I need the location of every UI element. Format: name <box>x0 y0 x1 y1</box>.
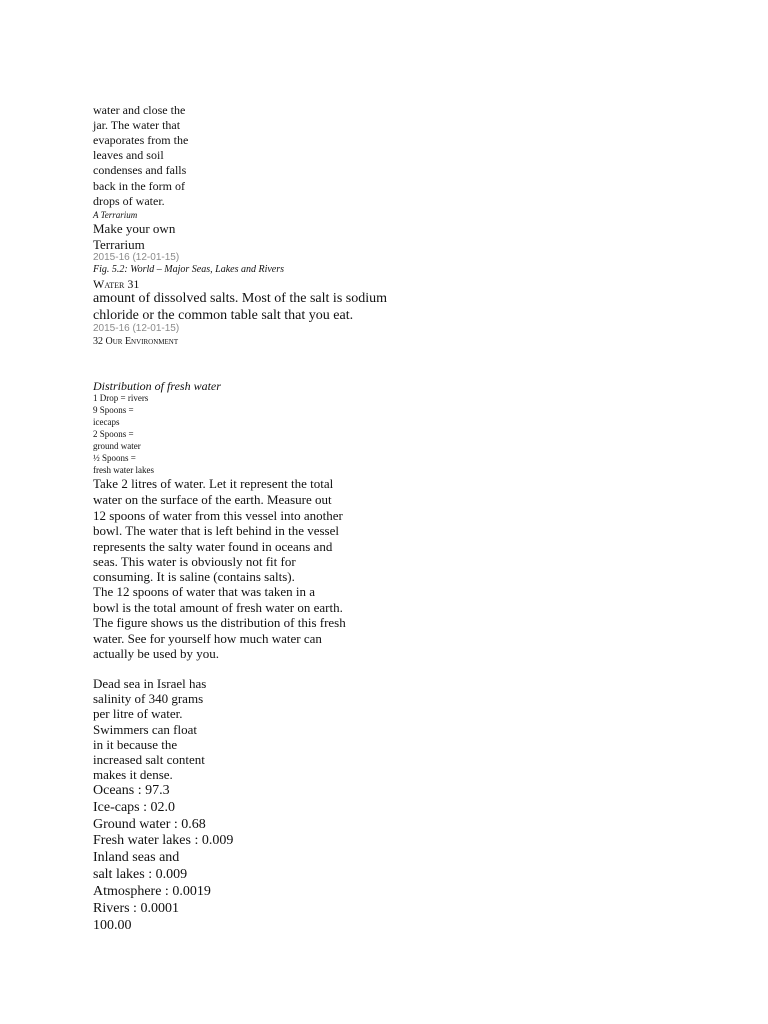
dead-sea-line: per litre of water. <box>93 706 183 721</box>
water-table-row: Oceans : 97.3 <box>93 783 170 798</box>
activity-line: consuming. It is saline (contains salts). <box>93 569 295 584</box>
running-header: Water 31 <box>93 277 140 291</box>
activity-line: actually be used by you. <box>93 646 219 661</box>
terrarium-heading: Make your own <box>93 221 176 236</box>
distribution-item: icecaps <box>93 417 120 427</box>
activity-line: represents the salty water found in oceans and <box>93 539 333 554</box>
figure-caption: Fig. 5.2: World – Major Seas, Lakes and Rivers <box>93 264 285 275</box>
water-table-row: Rivers : 0.0001 <box>93 901 179 916</box>
terrarium-caption: A Terrarium <box>93 210 138 220</box>
water-table-row: Fresh water lakes : 0.009 <box>93 833 234 848</box>
salts-line: chloride or the common table salt that you eat. <box>93 308 354 323</box>
terrarium-heading: Terrarium <box>93 237 145 252</box>
water-table-total: 100.00 <box>93 918 132 933</box>
date-stamp: 2015-16 (12-01-15) <box>93 252 180 263</box>
activity-line: The figure shows us the distribution of this fresh <box>93 615 346 630</box>
water-table-row: Atmosphere : 0.0019 <box>93 884 211 899</box>
activity-line: water. See for yourself how much water can <box>93 631 322 646</box>
activity-line: bowl. The water that is left behind in the vessel <box>93 523 339 538</box>
activity-line: seas. This water is obviously not fit for <box>93 554 296 569</box>
terrarium-line: back in the form of <box>93 179 185 193</box>
activity-line: bowl is the total amount of fresh water on earth. <box>93 600 343 615</box>
terrarium-line: drops of water. <box>93 194 165 208</box>
distribution-item: 2 Spoons = <box>93 429 134 439</box>
running-header: 32 Our Environment <box>93 336 179 347</box>
dead-sea-line: makes it dense. <box>93 767 173 782</box>
dead-sea-line: Dead sea in Israel has <box>93 676 207 691</box>
distribution-item: fresh water lakes <box>93 465 154 475</box>
distribution-item: ground water <box>93 441 141 451</box>
activity-line: water on the surface of the earth. Measure out <box>93 492 332 507</box>
dead-sea-line: salinity of 340 grams <box>93 691 204 706</box>
water-table-row: Ground water : 0.68 <box>93 817 206 832</box>
distribution-title: Distribution of fresh water <box>93 379 221 393</box>
terrarium-line: evaporates from the <box>93 133 189 147</box>
water-table-row: salt lakes : 0.009 <box>93 867 188 882</box>
activity-line: 12 spoons of water from this vessel into another <box>93 508 343 523</box>
distribution-item: 9 Spoons = <box>93 405 134 415</box>
activity-line: Take 2 litres of water. Let it represent the total <box>93 476 334 491</box>
dead-sea-line: Swimmers can float <box>93 722 197 737</box>
dead-sea-line: increased salt content <box>93 752 205 767</box>
distribution-item: 1 Drop = rivers <box>93 393 149 403</box>
distribution-item: ½ Spoons = <box>93 453 136 463</box>
salts-line: amount of dissolved salts. Most of the salt is sodium <box>93 291 387 306</box>
activity-line: The 12 spoons of water that was taken in a <box>93 584 316 599</box>
water-table-row: Ice-caps : 02.0 <box>93 800 176 815</box>
terrarium-line: condenses and falls <box>93 163 187 177</box>
dead-sea-line: in it because the <box>93 737 178 752</box>
terrarium-line: water and close the <box>93 103 186 117</box>
terrarium-line: leaves and soil <box>93 148 164 162</box>
water-table-row: Inland seas and <box>93 850 180 865</box>
date-stamp: 2015-16 (12-01-15) <box>93 323 180 334</box>
document-page <box>93 0 753 1024</box>
terrarium-line: jar. The water that <box>93 118 181 132</box>
